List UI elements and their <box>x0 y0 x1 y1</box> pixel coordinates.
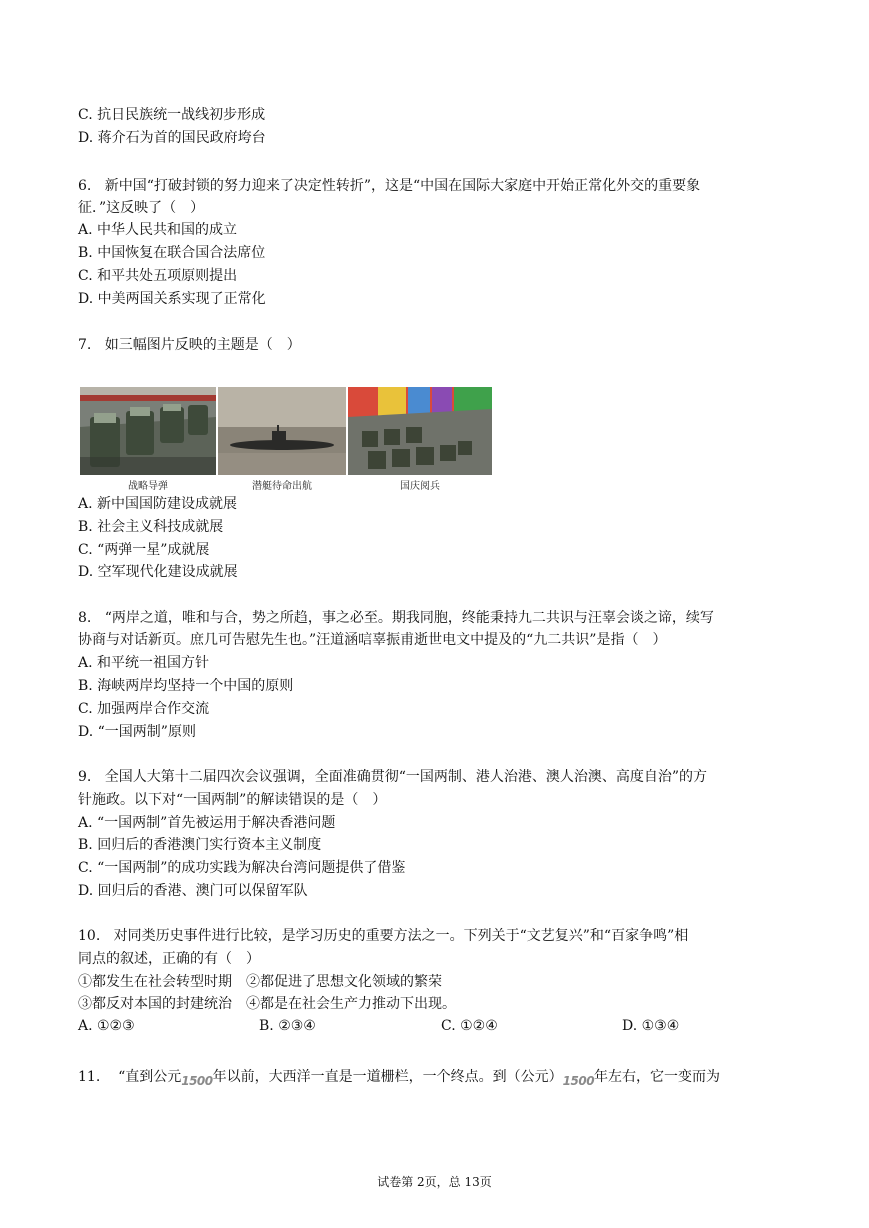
option-c: C. 抗日民族统一战线初步形成 <box>78 107 266 123</box>
parade-photo <box>348 387 492 475</box>
page-footer: 试卷第 2页，总 13页 <box>377 1175 492 1189</box>
question-11-text-3: 年左右，它一变而为 <box>594 1069 721 1085</box>
question-6-option-d: D. 中美两国关系实现了正常化 <box>78 291 266 307</box>
question-7-stem: 7. 如三幅图片反映的主题是（ ） <box>78 337 301 353</box>
question-10-option-a: A. ①②③ <box>78 1018 135 1034</box>
question-6-stem: 6. 新中国“打破封锁的努力迎来了决定性转折”，这是“中国在国际大家庭中开始正常化外交的重要象 <box>78 178 701 194</box>
question-10-statement-2: ③都反对本国的封建统治 ④都是在社会生产力推动下出现。 <box>78 996 456 1012</box>
question-9-stem: 9. 全国人大第十二届四次会议强调，全面准确贯彻“一国两制、港人治港、澳人治澳、高度自治”的方 <box>78 769 708 785</box>
question-7-photos <box>80 387 492 493</box>
question-9-option-a: A. “一国两制”首先被运用于解决香港问题 <box>78 815 336 831</box>
question-8-option-c: C. 加强两岸合作交流 <box>78 701 210 717</box>
question-10-option-d: D. ①③④ <box>622 1018 680 1034</box>
question-9-stem-cont: 针施政。以下对“一国两制”的解读错误的是（ ） <box>78 792 387 808</box>
question-10-option-c: C. ①②④ <box>441 1018 498 1034</box>
question-11-text-2: 年以前，大西洋一直是一道栅栏，一个终点。到（公元） <box>212 1069 563 1085</box>
question-8-stem-cont: 协商与对话新页。庶几可告慰先生也。”汪道涵唁辜振甫逝世电文中提及的“九二共识”是指（ ） <box>78 632 667 648</box>
question-10-option-b: B. ②③④ <box>259 1018 316 1034</box>
question-8-option-b: B. 海峡两岸均坚持一个中国的原则 <box>78 678 294 694</box>
question-10-stem-cont: 同点的叙述，正确的有（ ） <box>78 951 260 967</box>
question-11-text-1: 11. “直到公元 <box>78 1069 182 1085</box>
year-figure: 1500 <box>181 1074 213 1088</box>
photo-caption-3: 国庆阅兵 <box>400 481 440 492</box>
question-8-stem: 8. “两岸之道，唯和与合，势之所趋，事之必至。期我同胞，终能秉持九二共识与汪辜会谈之谛，续写 <box>78 610 714 626</box>
question-7-option-b: B. 社会主义科技成就展 <box>78 519 224 535</box>
photo-caption-1: 战略导弹 <box>128 481 168 492</box>
question-10-statement-1: ①都发生在社会转型时期 ②都促进了思想文化领域的繁荣 <box>78 974 442 990</box>
submarine-photo <box>218 387 346 475</box>
question-6-option-c: C. 和平共处五项原则提出 <box>78 268 238 284</box>
question-7-option-c: C. “两弹一星”成就展 <box>78 542 210 558</box>
question-7-option-d: D. 空军现代化建设成就展 <box>78 564 238 580</box>
question-6-option-b: B. 中国恢复在联合国合法席位 <box>78 245 266 261</box>
option-d: D. 蒋介石为首的国民政府垮台 <box>78 130 266 146</box>
year-figure: 1500 <box>562 1074 595 1088</box>
question-6-option-a: A. 中华人民共和国的成立 <box>78 222 238 238</box>
question-9-option-b: B. 回归后的香港澳门实行资本主义制度 <box>78 837 322 853</box>
question-8-option-a: A. 和平统一祖国方针 <box>78 655 210 671</box>
strategic-missile-photo <box>80 387 216 475</box>
photo-caption-2: 潜艇待命出航 <box>252 481 312 492</box>
question-8-option-d: D. “一国两制”原则 <box>78 724 196 740</box>
question-9-option-c: C. “一国两制”的成功实践为解决台湾问题提供了借鉴 <box>78 860 406 876</box>
question-10-stem: 10. 对同类历史事件进行比较，是学习历史的重要方法之一。下列关于“文艺复兴”和“百家争鸣”相 <box>78 928 689 944</box>
question-6-stem-cont: 征．”这反映了（ ） <box>78 200 205 216</box>
question-9-option-d: D. 回归后的香港、澳门可以保留军队 <box>78 883 308 899</box>
question-7-option-a: A. 新中国国防建设成就展 <box>78 496 238 512</box>
question-11-stem <box>78 1067 720 1087</box>
